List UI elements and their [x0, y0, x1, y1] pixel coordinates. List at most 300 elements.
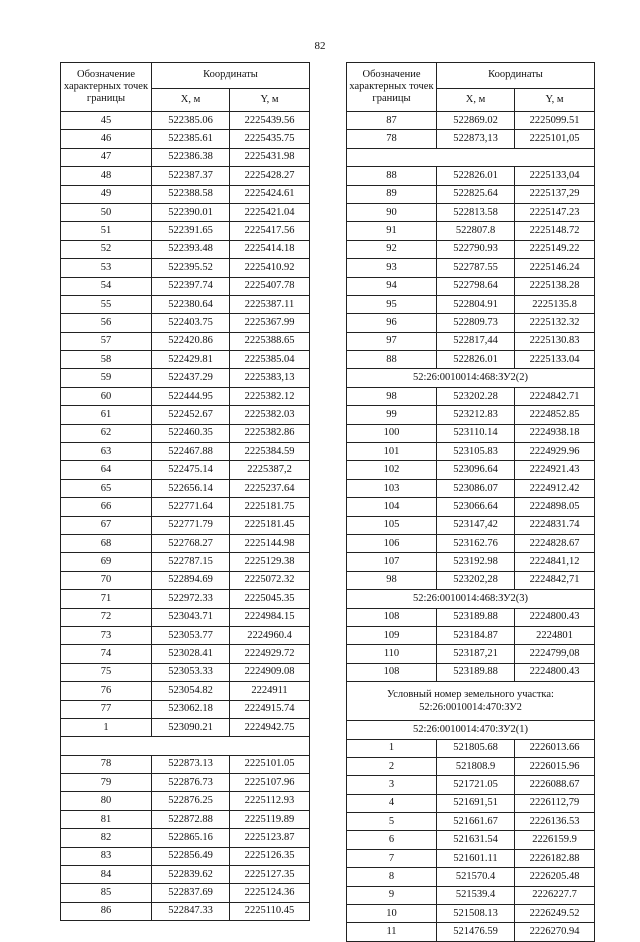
y-coordinate-cell: 2224929.96	[515, 443, 595, 461]
x-coordinate-cell: 521661.67	[437, 813, 515, 831]
table-row	[61, 498, 310, 516]
table-row	[347, 185, 595, 203]
point-number-cell: 60	[61, 387, 152, 405]
point-number-cell: 48	[61, 167, 152, 185]
x-coordinate-cell: 522787.55	[437, 259, 515, 277]
y-coordinate-cell: 2226015.96	[515, 757, 595, 775]
point-number-cell: 99	[347, 406, 437, 424]
x-coordinate-cell: 521570.4	[437, 868, 515, 886]
table-row	[61, 479, 310, 497]
coordinates-header: Координаты	[152, 63, 310, 89]
point-number-cell: 77	[61, 700, 152, 718]
point-number-cell: 73	[61, 626, 152, 644]
y-coordinate-cell: 2225181.75	[230, 498, 310, 516]
y-coordinate-cell: 2225382.86	[230, 424, 310, 442]
table-row	[347, 886, 595, 904]
y-coordinate-cell: 2225133.04	[515, 351, 595, 369]
table-row	[347, 406, 595, 424]
x-coordinate-cell: 522429.81	[152, 351, 230, 369]
y-coordinate-cell: 2225421.04	[230, 203, 310, 221]
x-coordinate-cell: 523162.76	[437, 534, 515, 552]
coordinates-table-right	[346, 62, 595, 942]
y-coordinate-cell: 2224842,71	[515, 571, 595, 589]
y-coordinate-cell: 2226205.48	[515, 868, 595, 886]
table-row	[347, 739, 595, 757]
y-coordinate-cell: 2224909.08	[230, 663, 310, 681]
table-row	[61, 185, 310, 203]
x-coordinate-cell: 522460.35	[152, 424, 230, 442]
point-label-header: Обозначение характерных точек границы	[347, 63, 437, 112]
point-number-cell: 71	[61, 590, 152, 608]
point-number-cell: 59	[61, 369, 152, 387]
y-coordinate-cell: 2225045.35	[230, 590, 310, 608]
table-row	[61, 626, 310, 644]
table-row	[347, 130, 595, 148]
x-coordinate-cell: 523053.33	[152, 663, 230, 681]
x-coordinate-cell: 522403.75	[152, 314, 230, 332]
y-coordinate-cell: 2225428.27	[230, 167, 310, 185]
x-coordinate-cell: 523192.98	[437, 553, 515, 571]
table-row	[61, 645, 310, 663]
x-coordinate-cell: 522397.74	[152, 277, 230, 295]
point-number-cell: 84	[61, 866, 152, 884]
table-row	[61, 755, 310, 773]
x-coordinate-cell: 522856.49	[152, 847, 230, 865]
point-number-cell: 88	[347, 167, 437, 185]
y-coordinate-cell: 2226013.66	[515, 739, 595, 757]
table-row	[347, 516, 595, 534]
x-coordinate-cell: 522787.15	[152, 553, 230, 571]
x-coordinate-cell: 523086.07	[437, 479, 515, 497]
table-row	[347, 203, 595, 221]
y-header: Y, м	[230, 88, 310, 111]
table-row	[61, 608, 310, 626]
y-coordinate-cell: 2226227.7	[515, 886, 595, 904]
x-coordinate-cell: 522391.65	[152, 222, 230, 240]
table-row	[61, 461, 310, 479]
y-coordinate-cell: 2224938.18	[515, 424, 595, 442]
y-coordinate-cell: 2225435.75	[230, 130, 310, 148]
x-coordinate-cell: 522395.52	[152, 259, 230, 277]
blank-cell	[61, 737, 310, 755]
y-coordinate-cell: 2225126.35	[230, 847, 310, 865]
y-coordinate-cell: 2224842.71	[515, 387, 595, 405]
x-coordinate-cell: 521721.05	[437, 776, 515, 794]
x-coordinate-cell: 522790.93	[437, 240, 515, 258]
point-number-cell: 101	[347, 443, 437, 461]
x-coordinate-cell: 523212.83	[437, 406, 515, 424]
y-header: Y, м	[515, 88, 595, 111]
point-number-cell: 89	[347, 185, 437, 203]
x-coordinate-cell: 522825.64	[437, 185, 515, 203]
y-coordinate-cell: 2224942.75	[230, 718, 310, 736]
table-row	[347, 534, 595, 552]
y-coordinate-cell: 2224984.15	[230, 608, 310, 626]
y-coordinate-cell: 2226112,79	[515, 794, 595, 812]
table-row	[61, 792, 310, 810]
point-number-cell: 2	[347, 757, 437, 775]
y-coordinate-cell: 2225144.98	[230, 534, 310, 552]
table-row	[347, 295, 595, 313]
point-number-cell: 70	[61, 571, 152, 589]
table-row	[347, 424, 595, 442]
x-coordinate-cell: 523187,21	[437, 645, 515, 663]
x-coordinate-cell: 521539.4	[437, 886, 515, 904]
y-coordinate-cell: 2224800.43	[515, 608, 595, 626]
point-number-cell: 5	[347, 813, 437, 831]
table-row	[61, 369, 310, 387]
y-coordinate-cell: 2225387.11	[230, 295, 310, 313]
x-coordinate-cell: 523096.64	[437, 461, 515, 479]
y-coordinate-cell: 2225149.22	[515, 240, 595, 258]
y-coordinate-cell: 2224960.4	[230, 626, 310, 644]
y-coordinate-cell: 2225123.87	[230, 829, 310, 847]
x-coordinate-cell: 522444.95	[152, 387, 230, 405]
point-number-cell: 4	[347, 794, 437, 812]
table-row	[61, 663, 310, 681]
y-coordinate-cell: 2225133,04	[515, 167, 595, 185]
point-number-cell: 86	[61, 902, 152, 920]
x-coordinate-cell: 523090.21	[152, 718, 230, 736]
y-coordinate-cell: 2224828.67	[515, 534, 595, 552]
point-number-cell: 69	[61, 553, 152, 571]
x-coordinate-cell: 522876.73	[152, 774, 230, 792]
point-number-cell: 103	[347, 479, 437, 497]
table-row	[61, 534, 310, 552]
x-header: X, м	[437, 88, 515, 111]
table-row	[61, 884, 310, 902]
x-coordinate-cell: 522813.58	[437, 203, 515, 221]
point-number-cell: 87	[347, 112, 437, 130]
table-row	[347, 277, 595, 295]
point-number-cell: 107	[347, 553, 437, 571]
x-coordinate-cell: 522452.67	[152, 406, 230, 424]
x-coordinate-cell: 521691,51	[437, 794, 515, 812]
x-coordinate-cell: 522475.14	[152, 461, 230, 479]
point-number-cell: 9	[347, 886, 437, 904]
x-coordinate-cell: 523147,42	[437, 516, 515, 534]
x-coordinate-cell: 522771.64	[152, 498, 230, 516]
table-row	[61, 516, 310, 534]
point-number-cell: 55	[61, 295, 152, 313]
y-coordinate-cell: 2225107.96	[230, 774, 310, 792]
coordinates-table-left	[60, 62, 310, 921]
x-coordinate-cell: 522380.64	[152, 295, 230, 313]
x-coordinate-cell: 522837.69	[152, 884, 230, 902]
y-coordinate-cell: 2226182.88	[515, 849, 595, 867]
table-row	[61, 112, 310, 130]
point-number-cell: 8	[347, 868, 437, 886]
section-heading: 52:26:0010014:470:ЗУ2(1)	[347, 721, 595, 739]
y-coordinate-cell: 2224800.43	[515, 663, 595, 681]
point-number-cell: 54	[61, 277, 152, 295]
table-row	[347, 443, 595, 461]
y-coordinate-cell: 2224912.42	[515, 479, 595, 497]
point-number-cell: 78	[61, 755, 152, 773]
point-number-cell: 81	[61, 810, 152, 828]
x-coordinate-cell: 521508.13	[437, 905, 515, 923]
x-coordinate-cell: 522826.01	[437, 351, 515, 369]
table-row	[61, 240, 310, 258]
table-row	[61, 682, 310, 700]
x-coordinate-cell: 522873,13	[437, 130, 515, 148]
x-coordinate-cell: 522393.48	[152, 240, 230, 258]
y-coordinate-cell: 2225147.23	[515, 203, 595, 221]
x-coordinate-cell: 522467.88	[152, 443, 230, 461]
table-row	[347, 831, 595, 849]
table-row	[61, 553, 310, 571]
y-coordinate-cell: 2224911	[230, 682, 310, 700]
x-coordinate-cell: 522869.02	[437, 112, 515, 130]
section-heading-row	[347, 590, 595, 608]
table-row	[61, 259, 310, 277]
x-coordinate-cell: 522807.8	[437, 222, 515, 240]
y-coordinate-cell: 2225124.36	[230, 884, 310, 902]
y-coordinate-cell: 2225138.28	[515, 277, 595, 295]
point-number-cell: 91	[347, 222, 437, 240]
y-coordinate-cell: 2225072.32	[230, 571, 310, 589]
table-row	[61, 222, 310, 240]
point-number-cell: 7	[347, 849, 437, 867]
y-coordinate-cell: 2225135.8	[515, 295, 595, 313]
x-coordinate-cell: 522972.33	[152, 590, 230, 608]
y-coordinate-cell: 2225367.99	[230, 314, 310, 332]
table-row	[61, 130, 310, 148]
x-coordinate-cell: 521808.9	[437, 757, 515, 775]
y-coordinate-cell: 2224852.85	[515, 406, 595, 424]
y-coordinate-cell: 2225112.93	[230, 792, 310, 810]
x-coordinate-cell: 523184.87	[437, 626, 515, 644]
y-coordinate-cell: 2225417.56	[230, 222, 310, 240]
point-number-cell: 95	[347, 295, 437, 313]
point-number-cell: 58	[61, 351, 152, 369]
x-coordinate-cell: 522873.13	[152, 755, 230, 773]
blank-separator-row	[347, 148, 595, 166]
y-coordinate-cell: 2225384.59	[230, 443, 310, 461]
x-coordinate-cell: 522865.16	[152, 829, 230, 847]
table-row	[61, 406, 310, 424]
y-coordinate-cell: 2224799,08	[515, 645, 595, 663]
point-label-header: Обозначение характерных точек границы	[61, 63, 152, 112]
section-heading: 52:26:0010014:468:ЗУ2(2)	[347, 369, 595, 387]
point-number-cell: 11	[347, 923, 437, 941]
x-coordinate-cell: 522771.79	[152, 516, 230, 534]
table-row	[347, 794, 595, 812]
page-number: 82	[314, 40, 326, 52]
point-number-cell: 108	[347, 608, 437, 626]
point-number-cell: 1	[61, 718, 152, 736]
x-coordinate-cell: 522876.25	[152, 792, 230, 810]
table-row	[61, 203, 310, 221]
table-row	[347, 923, 595, 941]
table-row	[347, 461, 595, 479]
table-row	[61, 443, 310, 461]
section-heading-row	[347, 721, 595, 739]
table-row	[347, 314, 595, 332]
point-number-cell: 6	[347, 831, 437, 849]
x-coordinate-cell: 521601.11	[437, 849, 515, 867]
point-number-cell: 96	[347, 314, 437, 332]
x-coordinate-cell: 522386.38	[152, 148, 230, 166]
y-coordinate-cell: 2224831.74	[515, 516, 595, 534]
table-row	[61, 424, 310, 442]
y-coordinate-cell: 2225382.12	[230, 387, 310, 405]
x-coordinate-cell: 522839.62	[152, 866, 230, 884]
x-header: X, м	[152, 88, 230, 111]
x-coordinate-cell: 522847.33	[152, 902, 230, 920]
blank-cell	[347, 148, 595, 166]
x-coordinate-cell: 522894.69	[152, 571, 230, 589]
table-row	[347, 240, 595, 258]
point-number-cell: 82	[61, 829, 152, 847]
y-coordinate-cell: 2225385.04	[230, 351, 310, 369]
table-row	[61, 277, 310, 295]
table-row	[61, 332, 310, 350]
point-number-cell: 68	[61, 534, 152, 552]
table-row	[347, 776, 595, 794]
y-coordinate-cell: 2226270.94	[515, 923, 595, 941]
point-number-cell: 79	[61, 774, 152, 792]
y-coordinate-cell: 2225414.18	[230, 240, 310, 258]
y-coordinate-cell: 2224921.43	[515, 461, 595, 479]
point-number-cell: 61	[61, 406, 152, 424]
point-number-cell: 74	[61, 645, 152, 663]
table-row	[347, 849, 595, 867]
x-coordinate-cell: 522385.61	[152, 130, 230, 148]
table-row	[61, 866, 310, 884]
point-number-cell: 47	[61, 148, 152, 166]
x-coordinate-cell: 522826.01	[437, 167, 515, 185]
table-row	[347, 387, 595, 405]
y-coordinate-cell: 2225424.61	[230, 185, 310, 203]
y-coordinate-cell: 2225137,29	[515, 185, 595, 203]
x-coordinate-cell: 521805.68	[437, 739, 515, 757]
x-coordinate-cell: 522390.01	[152, 203, 230, 221]
point-number-cell: 66	[61, 498, 152, 516]
section-heading: 52:26:0010014:468:ЗУ2(3)	[347, 590, 595, 608]
point-number-cell: 98	[347, 571, 437, 589]
table-row	[61, 829, 310, 847]
y-coordinate-cell: 2225383,13	[230, 369, 310, 387]
y-coordinate-cell: 2225129.38	[230, 553, 310, 571]
x-coordinate-cell: 522420.86	[152, 332, 230, 350]
point-number-cell: 90	[347, 203, 437, 221]
y-coordinate-cell: 2225130.83	[515, 332, 595, 350]
x-coordinate-cell: 523043.71	[152, 608, 230, 626]
y-coordinate-cell: 2224898.05	[515, 498, 595, 516]
point-number-cell: 104	[347, 498, 437, 516]
blank-separator-row	[61, 737, 310, 755]
table-row	[61, 718, 310, 736]
point-number-cell: 85	[61, 884, 152, 902]
table-row	[347, 608, 595, 626]
table-row	[347, 868, 595, 886]
point-number-cell: 108	[347, 663, 437, 681]
point-number-cell: 102	[347, 461, 437, 479]
table-row	[61, 902, 310, 920]
y-coordinate-cell: 2225388.65	[230, 332, 310, 350]
y-coordinate-cell: 2225181.45	[230, 516, 310, 534]
point-number-cell: 45	[61, 112, 152, 130]
table-row	[61, 351, 310, 369]
point-number-cell: 56	[61, 314, 152, 332]
point-number-cell: 76	[61, 682, 152, 700]
point-number-cell: 78	[347, 130, 437, 148]
table-row	[61, 314, 310, 332]
point-number-cell: 88	[347, 351, 437, 369]
x-coordinate-cell: 522385.06	[152, 112, 230, 130]
y-coordinate-cell: 2224841,12	[515, 553, 595, 571]
table-row	[347, 479, 595, 497]
y-coordinate-cell: 2225119.89	[230, 810, 310, 828]
point-number-cell: 100	[347, 424, 437, 442]
table-row	[61, 810, 310, 828]
point-number-cell: 93	[347, 259, 437, 277]
y-coordinate-cell: 2225132.32	[515, 314, 595, 332]
x-coordinate-cell: 523202,28	[437, 571, 515, 589]
y-coordinate-cell: 2225407.78	[230, 277, 310, 295]
table-row	[347, 112, 595, 130]
y-coordinate-cell: 2225431.98	[230, 148, 310, 166]
point-number-cell: 109	[347, 626, 437, 644]
y-coordinate-cell: 2225237.64	[230, 479, 310, 497]
table-row	[61, 590, 310, 608]
point-number-cell: 53	[61, 259, 152, 277]
y-coordinate-cell: 2226159.9	[515, 831, 595, 849]
y-coordinate-cell: 2225110.45	[230, 902, 310, 920]
point-number-cell: 3	[347, 776, 437, 794]
y-coordinate-cell: 2226088.67	[515, 776, 595, 794]
left-table-body	[61, 112, 310, 921]
point-number-cell: 64	[61, 461, 152, 479]
x-coordinate-cell: 523028.41	[152, 645, 230, 663]
table-row	[347, 813, 595, 831]
table-row	[61, 295, 310, 313]
y-coordinate-cell: 2225146.24	[515, 259, 595, 277]
table-row	[347, 332, 595, 350]
table-row	[61, 387, 310, 405]
x-coordinate-cell: 523053.77	[152, 626, 230, 644]
x-coordinate-cell: 522656.14	[152, 479, 230, 497]
point-number-cell: 10	[347, 905, 437, 923]
point-number-cell: 110	[347, 645, 437, 663]
right-table-body	[347, 112, 595, 942]
point-number-cell: 98	[347, 387, 437, 405]
x-coordinate-cell: 523105.83	[437, 443, 515, 461]
y-coordinate-cell: 2225101,05	[515, 130, 595, 148]
x-coordinate-cell: 523189.88	[437, 608, 515, 626]
y-coordinate-cell: 2225127.35	[230, 866, 310, 884]
point-number-cell: 97	[347, 332, 437, 350]
point-number-cell: 46	[61, 130, 152, 148]
y-coordinate-cell: 2225387,2	[230, 461, 310, 479]
x-coordinate-cell: 522437.29	[152, 369, 230, 387]
table-row	[61, 700, 310, 718]
point-number-cell: 62	[61, 424, 152, 442]
x-coordinate-cell: 522798.64	[437, 277, 515, 295]
table-row	[347, 167, 595, 185]
y-coordinate-cell: 2225148.72	[515, 222, 595, 240]
table-row	[347, 498, 595, 516]
point-number-cell: 80	[61, 792, 152, 810]
x-coordinate-cell: 523189.88	[437, 663, 515, 681]
point-number-cell: 65	[61, 479, 152, 497]
table-row	[61, 571, 310, 589]
y-coordinate-cell: 2224915.74	[230, 700, 310, 718]
table-row	[347, 757, 595, 775]
point-number-cell: 75	[61, 663, 152, 681]
point-number-cell: 106	[347, 534, 437, 552]
